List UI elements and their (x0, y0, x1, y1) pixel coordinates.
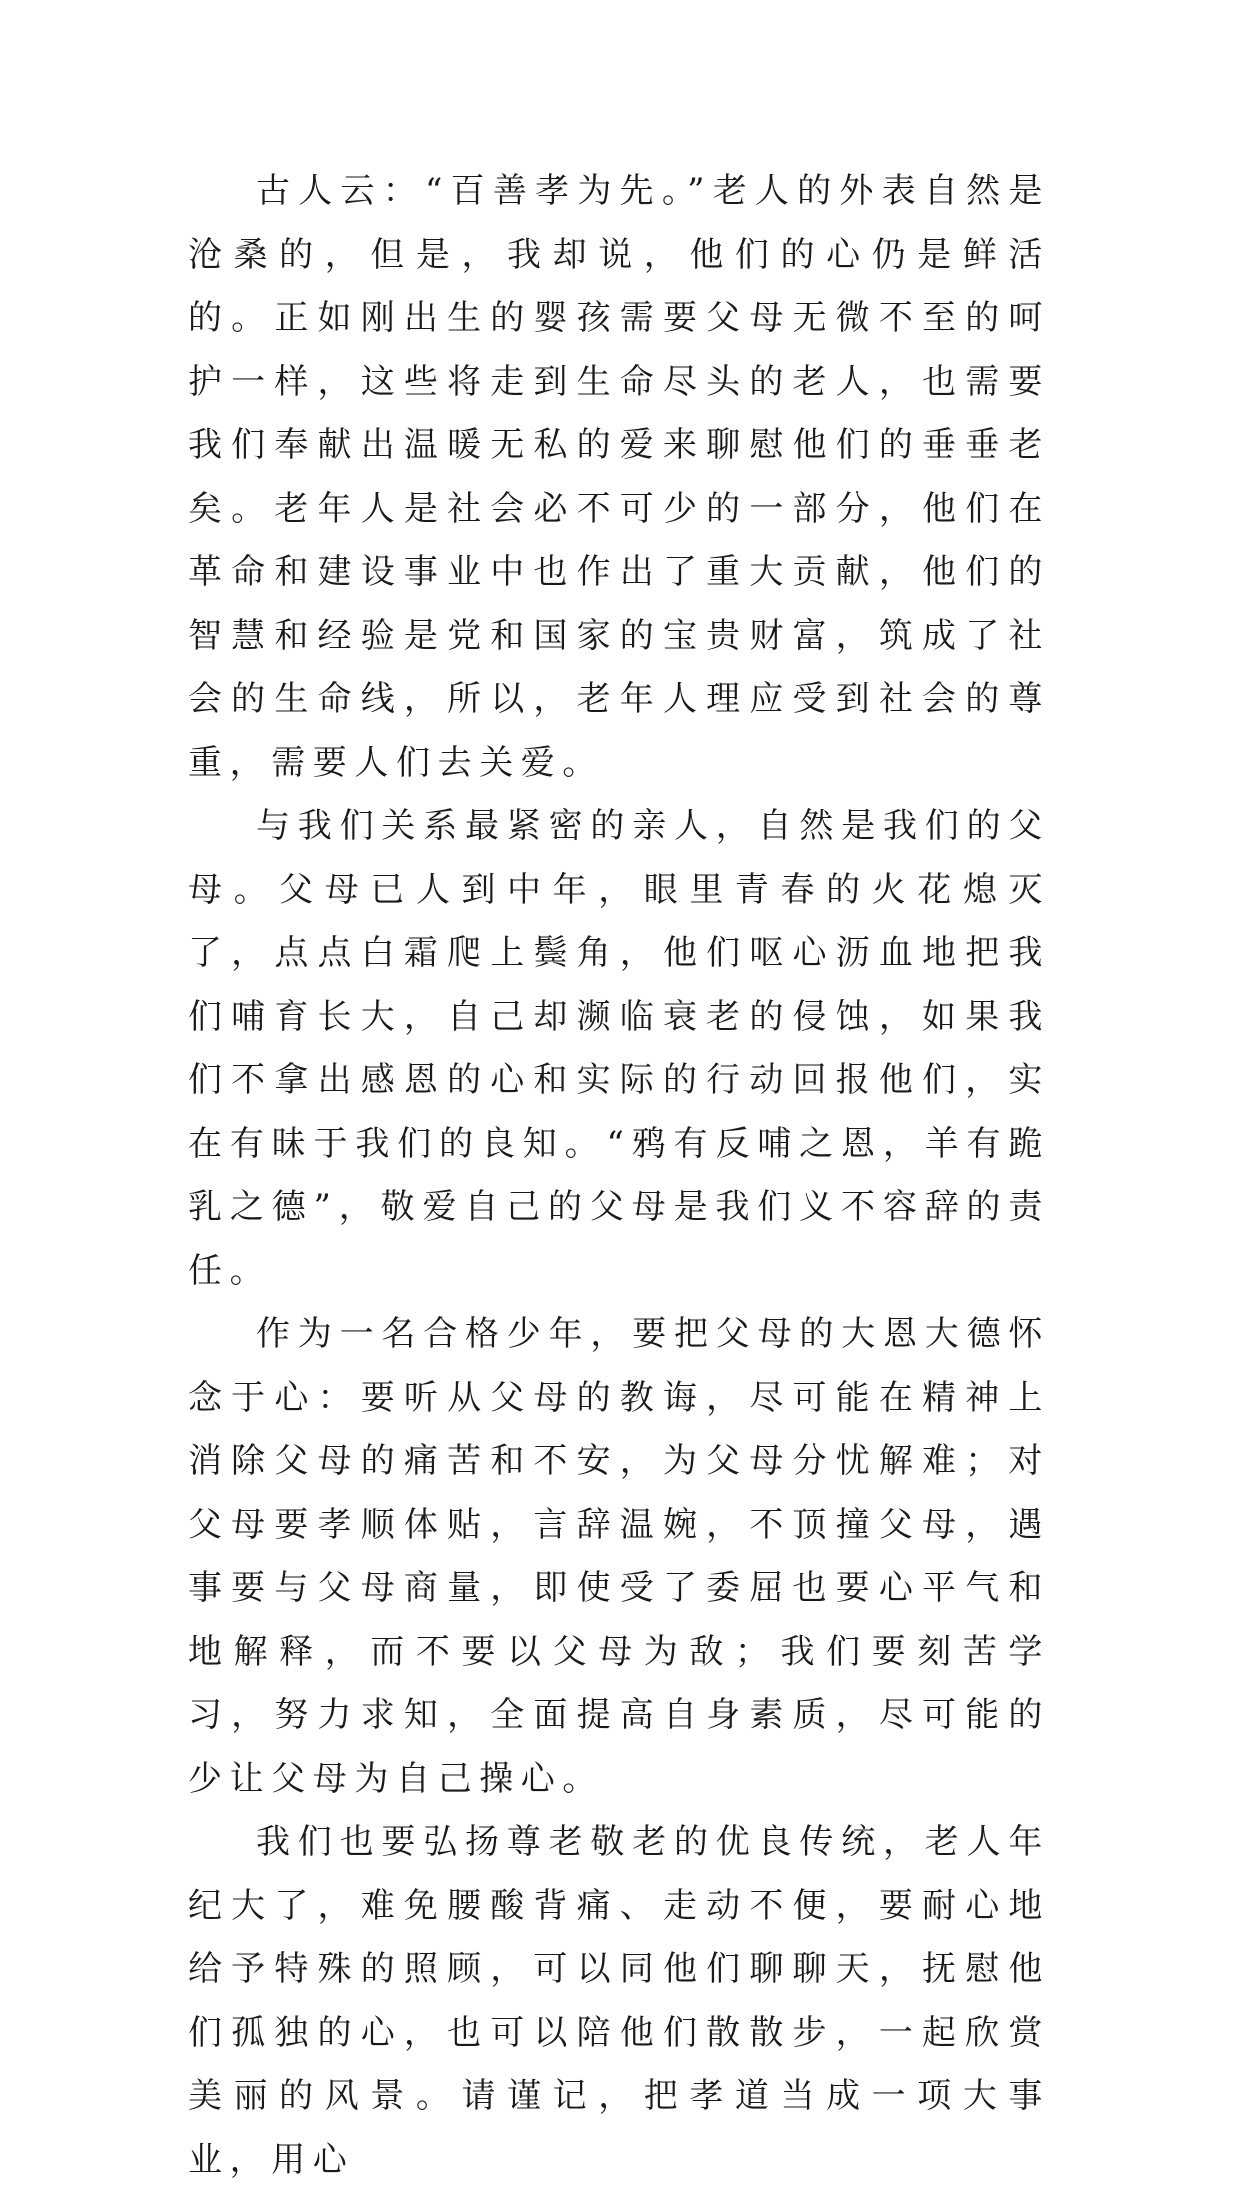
paragraph-4: 我们也要弘扬尊老敬老的优良传统，老人年纪大了，难免腰酸背痛、走动不便，要耐心地给予特殊的照顾，可以同他们聊聊天，抚慰他们孤独的心，也可以陪他们散散步，一起欣赏美丽的风景。请谨记，把孝道当成一项大事业，用心 (188, 1822, 1050, 2180)
paragraph-3: 作为一名合格少年，要把父母的大恩大德怀念于心：要听从父母的教诲，尽可能在精神上消除父母的痛苦和不安，为父母分忧解难；对父母要孝顺体贴，言辞温婉，不顶撞父母，遇事要与父母商量，即使受了委屈也要心平气和地解释，而不要以父母为敌；我们要刻苦学习，努力求知，全面提高自身素质，尽可能的少让父母为自己操心。 (188, 1314, 1050, 1799)
paragraph-2: 与我们关系最紧密的亲人，自然是我们的父母。父母已人到中年，眼里青春的火花熄灭了，点点白霜爬上鬓角，他们呕心沥血地把我们哺育长大，自己却濒临衰老的侵蚀，如果我们不拿出感恩的心和实际的行动回报他们，实在有昧于我们的良知。“鸦有反哺之恩，羊有跪乳之德”，敬爱自己的父母是我们义不容辞的责任。 (188, 806, 1050, 1291)
paragraph-1: 古人云：“百善孝为先。”老人的外表自然是沧桑的，但是，我却说，他们的心仍是鲜活的。正如刚出生的婴孩需要父母无微不至的呵护一样，这些将走到生命尽头的老人，也需要我们奉献出温暖无私的爱来聊慰他们的垂垂老矣。老年人是社会必不可少的一部分，他们在革命和建设事业中也作出了重大贡献，他们的智慧和经验是党和国家的宝贵财富，筑成了社会的生命线，所以，老年人理应受到社会的尊重，需要人们去关爱。 (188, 171, 1050, 783)
body-text (188, 160, 1050, 2192)
